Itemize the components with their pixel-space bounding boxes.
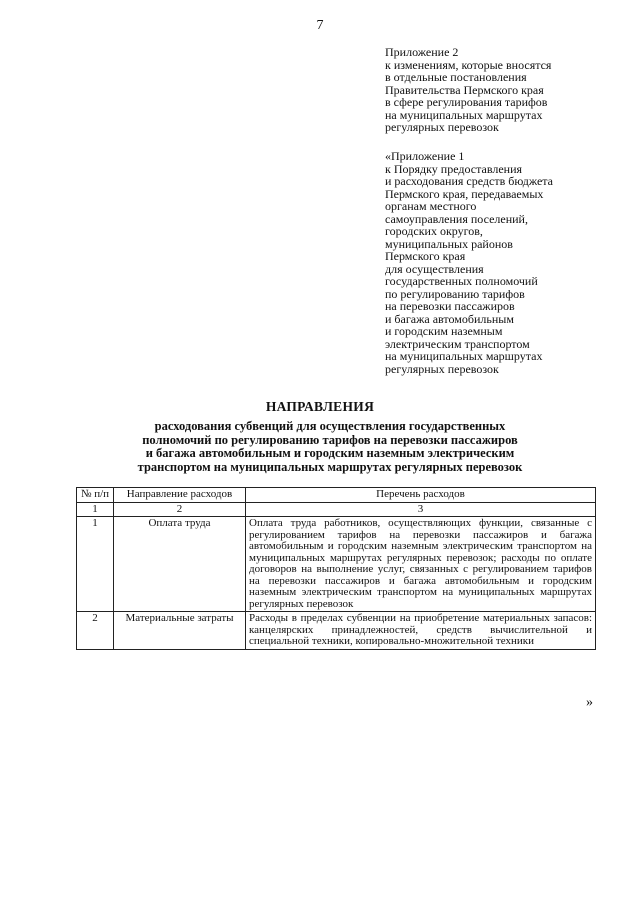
appendix-1-line: для осуществления bbox=[385, 261, 484, 276]
appendix-1-line: и городским наземным bbox=[385, 324, 503, 338]
document-subtitle bbox=[60, 420, 600, 474]
appendix-1-line: и багажа автомобильным bbox=[385, 311, 514, 326]
appendix-1-line: Пермского края, передаваемых bbox=[385, 186, 544, 201]
appendix-1-line: муниципальных районов bbox=[385, 236, 513, 251]
appendix-1-line: регулярных перевозок bbox=[385, 361, 499, 376]
expenses-table bbox=[76, 487, 596, 650]
header-list: Перечень расходов bbox=[246, 488, 596, 503]
appendix-1-line: по регулированию тарифов bbox=[385, 286, 525, 301]
subtitle-line: полномочий по регулированию тарифов на перевозки пассажиров bbox=[142, 432, 518, 447]
closing-quote: » bbox=[586, 695, 593, 710]
appendix-1-line: электрическим транспортом bbox=[385, 336, 530, 351]
column-numbers-row bbox=[77, 502, 596, 517]
appendix-2-line: Правительства Пермского края bbox=[385, 82, 544, 97]
row-list-cell: Оплата труда работников, осуществляющих функции, связанные с регулированием тарифов на перевозки пассажиров и багажа автомобильным и городским наземным электрическим транспортом на муниципальных маршрутах регулярных перевозок; расходы по оплате договоров на выполнение услуг, связанных с регулированием тарифов на перевозки пассажиров и багажа автомобильным и городским наземным электрическим транспортом на муниципальных маршрутах регулярных перевозок bbox=[246, 517, 596, 612]
appendix-1-line: самоуправления поселений, bbox=[385, 211, 528, 226]
appendix-1-line: на перевозки пассажиров bbox=[385, 299, 515, 313]
subtitle-line: транспортом на муниципальных маршрутах регулярных перевозок bbox=[137, 459, 523, 474]
appendix-1-line: Пермского края bbox=[385, 249, 466, 263]
appendix-1-line: к Порядку предоставления bbox=[385, 161, 523, 176]
appendix-1-line: на муниципальных маршрутах bbox=[385, 349, 543, 363]
appendix-2-line: регулярных перевозок bbox=[385, 120, 499, 134]
row-number-cell: 1 bbox=[77, 517, 114, 612]
appendix-1-line: городских округов, bbox=[385, 224, 483, 238]
appendix-2-line: на муниципальных маршрутах bbox=[385, 107, 543, 122]
column-number-cell: 2 bbox=[114, 502, 246, 517]
appendix-1-line: государственных полномочий bbox=[385, 274, 538, 288]
column-number-cell: 3 bbox=[246, 502, 596, 517]
page-number: 7 bbox=[316, 18, 324, 33]
subtitle-line: и багажа автомобильным и городским наземным электрическим bbox=[145, 446, 515, 460]
appendix-1-line: «Приложение 1 bbox=[385, 149, 465, 163]
row-direction-cell: Материальные затраты bbox=[114, 612, 246, 650]
row-number-cell: 2 bbox=[77, 612, 114, 650]
document-title: НАПРАВЛЕНИЯ bbox=[265, 399, 375, 414]
subtitle-line: расходования субвенций для осуществления государственных bbox=[154, 419, 506, 433]
header-direction: Направление расходов bbox=[114, 488, 246, 503]
appendix-1-block bbox=[385, 150, 630, 375]
table-row bbox=[77, 517, 596, 612]
appendix-1-line: и расходования средств бюджета bbox=[385, 174, 553, 188]
appendix-2-line: в отдельные постановления bbox=[385, 70, 527, 84]
row-list-cell: Расходы в пределах субвенции на приобретение материальных запасов: канцелярских принадлежностей, средств вычислительной и специальной техники, копировально-множительной техники bbox=[246, 612, 596, 650]
appendix-2-line: Приложение 2 bbox=[385, 45, 459, 59]
table-header-row bbox=[77, 488, 596, 503]
appendix-2-line: к изменениям, которые вносятся bbox=[385, 57, 552, 72]
table-row bbox=[77, 612, 596, 650]
row-direction-cell: Оплата труда bbox=[114, 517, 246, 612]
appendix-1-line: органам местного bbox=[385, 199, 477, 213]
appendix-2-block bbox=[385, 46, 630, 134]
appendix-2-line: в сфере регулирования тарифов bbox=[385, 95, 548, 109]
header-number: № п/п bbox=[77, 488, 114, 503]
column-number-cell: 1 bbox=[77, 502, 114, 517]
